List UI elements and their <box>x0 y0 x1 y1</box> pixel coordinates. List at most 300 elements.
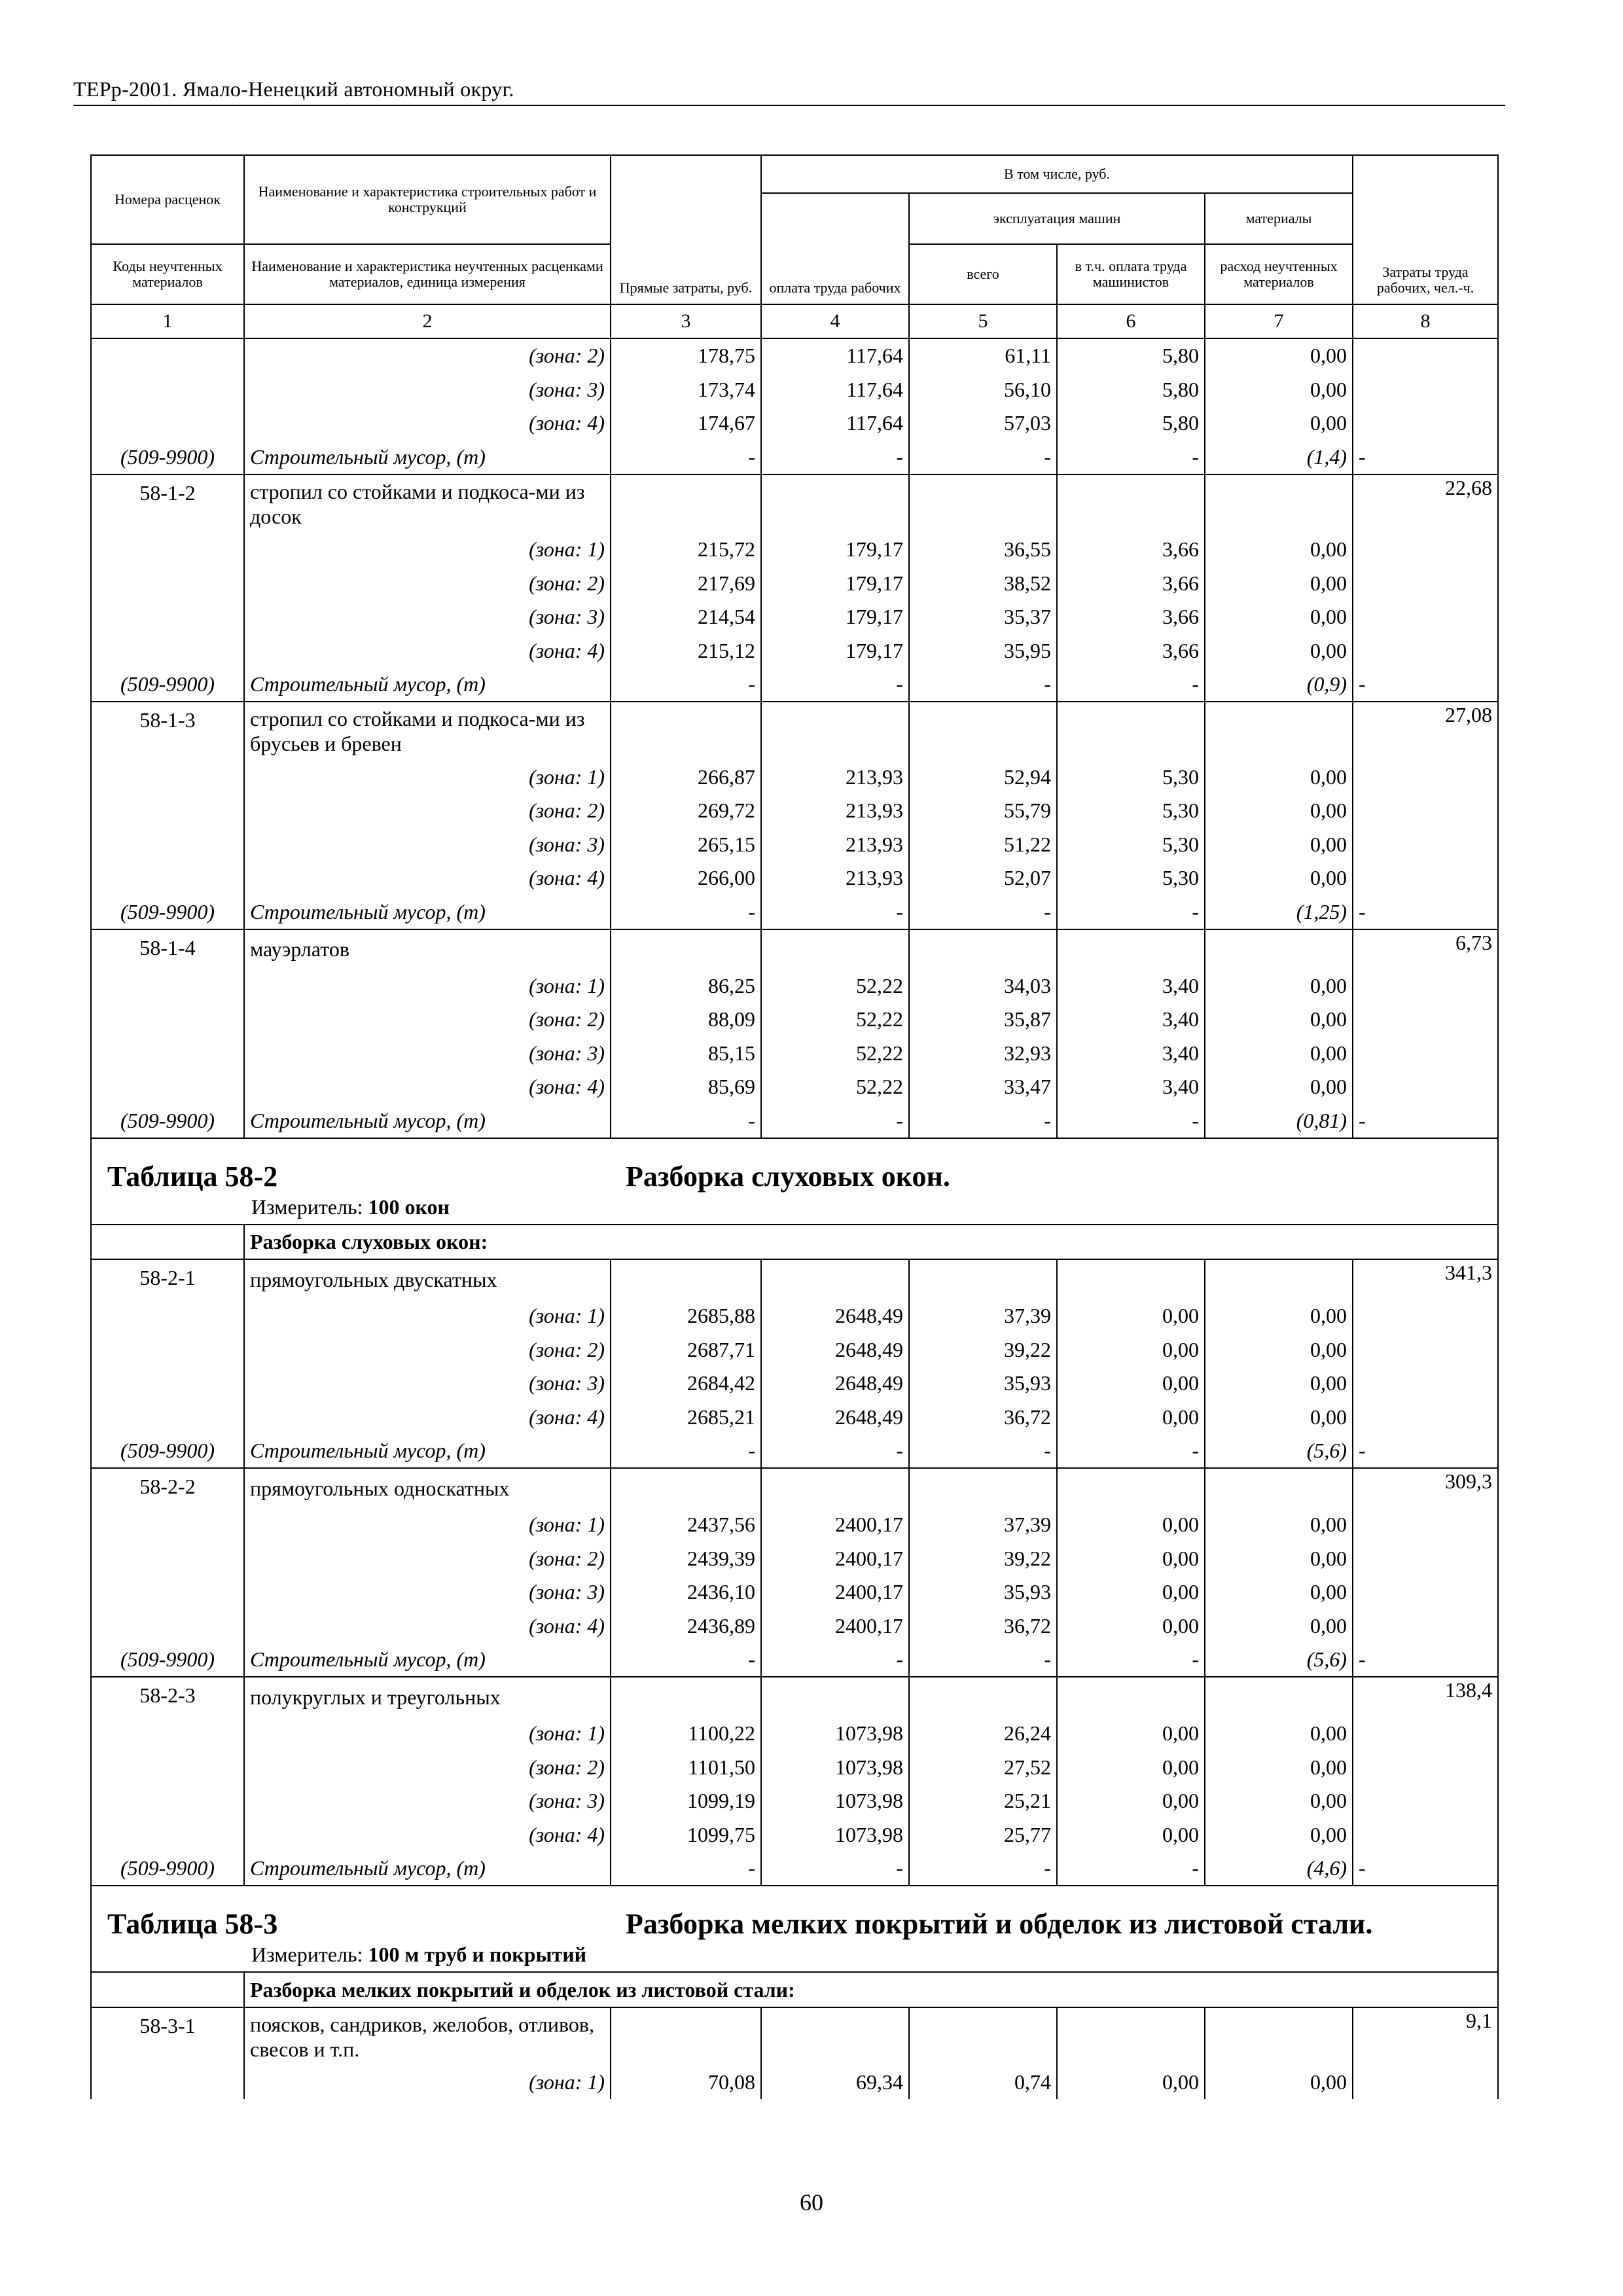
zone-label: (зона: 4) <box>244 1400 611 1434</box>
zone-row <box>91 1070 1498 1104</box>
direct-costs-value: 2685,88 <box>611 1299 761 1333</box>
dash-cell: - <box>1057 1103 1205 1138</box>
empty-cell <box>611 1468 761 1508</box>
labor-pay-value: 2400,17 <box>761 1609 909 1643</box>
direct-costs-value: 215,12 <box>611 634 761 668</box>
table-meter <box>92 1191 1497 1224</box>
materials-value: 0,00 <box>1205 372 1353 406</box>
debris-row <box>91 1434 1498 1469</box>
direct-costs-value: 86,25 <box>611 969 761 1003</box>
machines-total-value: 32,93 <box>909 1036 1057 1070</box>
labor-pay-value: 1073,98 <box>761 1717 909 1751</box>
zone-row <box>91 1818 1498 1852</box>
empty-cell <box>1353 1717 1498 1751</box>
materials-value: 0,00 <box>1205 1541 1353 1575</box>
empty-cell <box>91 372 244 406</box>
empty-cell <box>91 533 244 567</box>
dash-cell: - <box>611 1434 761 1469</box>
rate-code: 58-3-1 <box>91 2007 244 2066</box>
zone-row <box>91 338 1498 373</box>
empty-cell <box>1353 1333 1498 1367</box>
machinist-pay-value: 5,80 <box>1057 372 1205 406</box>
subheading-row <box>91 1225 1498 1260</box>
machinist-pay-value: 5,30 <box>1057 861 1205 895</box>
zone-row <box>91 1609 1498 1643</box>
empty-cell <box>1057 475 1205 533</box>
empty-cell <box>1353 1036 1498 1070</box>
empty-cell <box>91 861 244 895</box>
direct-costs-value: 85,15 <box>611 1036 761 1070</box>
meter-value: 100 м труб и покрытий <box>368 1943 587 1966</box>
machinist-pay-value: 5,30 <box>1057 760 1205 794</box>
materials-value: 0,00 <box>1205 1003 1353 1037</box>
material-amount: (0,81) <box>1205 1103 1353 1138</box>
labor-pay-value: 2648,49 <box>761 1333 909 1367</box>
zone-label: (зона: 3) <box>244 827 611 861</box>
zone-label: (зона: 4) <box>244 1818 611 1852</box>
material-amount: (1,25) <box>1205 895 1353 929</box>
rate-code: 58-2-3 <box>91 1677 244 1717</box>
dash-cell: - <box>1353 895 1498 929</box>
empty-cell <box>1353 566 1498 600</box>
machinist-pay-value: 5,80 <box>1057 338 1205 373</box>
machines-total-value: 35,93 <box>909 1367 1057 1401</box>
material-code: (509-9900) <box>91 1103 244 1138</box>
direct-costs-value: 265,15 <box>611 827 761 861</box>
zone-label: (зона: 1) <box>244 533 611 567</box>
labor-pay-value: 213,93 <box>761 794 909 828</box>
direct-costs-value: 1100,22 <box>611 1717 761 1751</box>
direct-costs-value: 269,72 <box>611 794 761 828</box>
zone-row <box>91 827 1498 861</box>
empty-cell <box>1205 1259 1353 1299</box>
machinist-pay-value: 0,00 <box>1057 1299 1205 1333</box>
machines-total-value: 52,94 <box>909 760 1057 794</box>
empty-cell <box>761 929 909 969</box>
table-subheading: Разборка мелких покрытий и обделок из листовой стали: <box>244 1972 1498 2007</box>
labor-hours-value: 22,68 <box>1353 475 1498 533</box>
labor-pay-value: 1073,98 <box>761 1818 909 1852</box>
machines-total-value: 51,22 <box>909 827 1057 861</box>
meter-label: Измеритель: <box>251 1194 363 1219</box>
direct-costs-value: 70,08 <box>611 2066 761 2100</box>
dash-cell: - <box>1057 895 1205 929</box>
work-name: мауэрлатов <box>244 929 611 969</box>
col-direct-costs: Прямые затраты, руб. <box>611 155 761 304</box>
rate-code: 58-1-2 <box>91 475 244 533</box>
materials-value: 0,00 <box>1205 566 1353 600</box>
direct-costs-value: 266,87 <box>611 760 761 794</box>
machines-total-value: 56,10 <box>909 372 1057 406</box>
labor-pay-value: 52,22 <box>761 969 909 1003</box>
direct-costs-value: 174,67 <box>611 406 761 440</box>
dash-cell: - <box>761 1643 909 1677</box>
machinist-pay-value: 0,00 <box>1057 1333 1205 1367</box>
debris-row <box>91 440 1498 475</box>
empty-cell <box>1353 1575 1498 1609</box>
material-code: (509-9900) <box>91 895 244 929</box>
labor-pay-value: 117,64 <box>761 372 909 406</box>
dash-cell: - <box>761 668 909 702</box>
material-name: Строительный мусор, (т) <box>244 895 611 929</box>
empty-cell <box>1353 338 1498 373</box>
empty-cell <box>1353 1818 1498 1852</box>
direct-costs-value: 1099,75 <box>611 1818 761 1852</box>
machines-total-value: 25,77 <box>909 1818 1057 1852</box>
zone-row <box>91 600 1498 634</box>
materials-value: 0,00 <box>1205 1400 1353 1434</box>
empty-cell <box>611 1677 761 1717</box>
col-labor-pay: оплата труда рабочих <box>761 193 909 304</box>
material-name: Строительный мусор, (т) <box>244 1434 611 1469</box>
empty-cell <box>1353 1367 1498 1401</box>
zone-row <box>91 634 1498 668</box>
col-machines: эксплуатация машин <box>909 193 1205 244</box>
empty-cell <box>91 1818 244 1852</box>
zone-label: (зона: 3) <box>244 1367 611 1401</box>
zone-label: (зона: 4) <box>244 1609 611 1643</box>
labor-pay-value: 1073,98 <box>761 1784 909 1818</box>
material-amount: (4,6) <box>1205 1852 1353 1886</box>
zone-label: (зона: 1) <box>244 1717 611 1751</box>
zone-row <box>91 1508 1498 1542</box>
debris-row <box>91 1103 1498 1138</box>
table-title: Разборка мелких покрытий и обделок из листовой стали. <box>626 1908 1373 1940</box>
dash-cell: - <box>761 1103 909 1138</box>
direct-costs-value: 2436,10 <box>611 1575 761 1609</box>
material-name: Строительный мусор, (т) <box>244 1103 611 1138</box>
empty-cell <box>1353 372 1498 406</box>
dash-cell: - <box>761 1434 909 1469</box>
empty-cell <box>1205 929 1353 969</box>
machines-total-value: 34,03 <box>909 969 1057 1003</box>
dash-cell: - <box>611 895 761 929</box>
zone-row <box>91 1541 1498 1575</box>
materials-value: 0,00 <box>1205 861 1353 895</box>
machinist-pay-value: 3,66 <box>1057 600 1205 634</box>
empty-cell <box>1205 475 1353 533</box>
direct-costs-value: 1101,50 <box>611 1750 761 1784</box>
direct-costs-value: 2437,56 <box>611 1508 761 1542</box>
empty-cell <box>91 1972 244 2007</box>
materials-value: 0,00 <box>1205 2066 1353 2100</box>
machinist-pay-value: 3,40 <box>1057 1036 1205 1070</box>
dash-cell: - <box>1353 1852 1498 1886</box>
labor-pay-value: 52,22 <box>761 1003 909 1037</box>
col-number: 5 <box>909 304 1057 338</box>
zone-label: (зона: 1) <box>244 760 611 794</box>
labor-hours-value: 309,3 <box>1353 1468 1498 1508</box>
machinist-pay-value: 0,00 <box>1057 1400 1205 1434</box>
debris-row <box>91 1852 1498 1886</box>
empty-cell <box>91 2066 244 2100</box>
work-name: прямоугольных двускатных <box>244 1259 611 1299</box>
item-row <box>91 1259 1498 1299</box>
zone-label: (зона: 4) <box>244 634 611 668</box>
direct-costs-value: 2685,21 <box>611 1400 761 1434</box>
col-machines-total: всего <box>909 244 1057 304</box>
dash-cell: - <box>909 1434 1057 1469</box>
dash-cell: - <box>761 1852 909 1886</box>
machines-total-value: 61,11 <box>909 338 1057 373</box>
labor-pay-value: 213,93 <box>761 760 909 794</box>
empty-cell <box>1353 2066 1498 2100</box>
empty-cell <box>91 794 244 828</box>
empty-cell <box>1353 1541 1498 1575</box>
labor-hours-value: 138,4 <box>1353 1677 1498 1717</box>
machines-total-value: 35,87 <box>909 1003 1057 1037</box>
empty-cell <box>1057 929 1205 969</box>
empty-cell <box>1353 794 1498 828</box>
zone-row <box>91 372 1498 406</box>
zone-label: (зона: 1) <box>244 2066 611 2100</box>
zone-label: (зона: 2) <box>244 566 611 600</box>
empty-cell <box>91 1003 244 1037</box>
material-name: Строительный мусор, (т) <box>244 1643 611 1677</box>
empty-cell <box>611 929 761 969</box>
empty-cell <box>91 1070 244 1104</box>
materials-value: 0,00 <box>1205 760 1353 794</box>
empty-cell <box>761 2007 909 2066</box>
machines-total-value: 39,22 <box>909 1333 1057 1367</box>
machines-total-value: 38,52 <box>909 566 1057 600</box>
direct-costs-value: 173,74 <box>611 372 761 406</box>
materials-value: 0,00 <box>1205 634 1353 668</box>
empty-cell <box>611 475 761 533</box>
machines-total-value: 33,47 <box>909 1070 1057 1104</box>
materials-value: 0,00 <box>1205 1070 1353 1104</box>
empty-cell <box>1057 2007 1205 2066</box>
col-number: 6 <box>1057 304 1205 338</box>
machinist-pay-value: 0,00 <box>1057 1541 1205 1575</box>
dash-cell: - <box>611 440 761 475</box>
empty-cell <box>91 1299 244 1333</box>
empty-cell <box>1353 827 1498 861</box>
labor-pay-value: 179,17 <box>761 634 909 668</box>
empty-cell <box>909 1677 1057 1717</box>
empty-cell <box>91 600 244 634</box>
dash-cell: - <box>1057 668 1205 702</box>
direct-costs-value: 2684,42 <box>611 1367 761 1401</box>
empty-cell <box>1205 702 1353 760</box>
empty-cell <box>1353 1003 1498 1037</box>
machines-total-value: 57,03 <box>909 406 1057 440</box>
item-row <box>91 929 1498 969</box>
machinist-pay-value: 0,00 <box>1057 1818 1205 1852</box>
empty-cell <box>1057 702 1205 760</box>
work-name: полукруглых и треугольных <box>244 1677 611 1717</box>
empty-cell <box>1057 1468 1205 1508</box>
col-number: 4 <box>761 304 909 338</box>
dash-cell: - <box>611 1852 761 1886</box>
item-row <box>91 475 1498 533</box>
dash-cell: - <box>909 668 1057 702</box>
material-name: Строительный мусор, (т) <box>244 668 611 702</box>
zone-row <box>91 861 1498 895</box>
table-subheading: Разборка слуховых окон: <box>244 1225 1498 1260</box>
empty-cell <box>909 475 1057 533</box>
empty-cell <box>1353 969 1498 1003</box>
empty-cell <box>91 1541 244 1575</box>
labor-pay-value: 117,64 <box>761 338 909 373</box>
material-code: (509-9900) <box>91 1434 244 1469</box>
zone-row <box>91 1575 1498 1609</box>
empty-cell <box>1353 1784 1498 1818</box>
empty-cell <box>91 969 244 1003</box>
dash-cell: - <box>1353 1643 1498 1677</box>
dash-cell: - <box>909 1852 1057 1886</box>
col-materials: материалы <box>1205 193 1353 244</box>
col-work-name: Наименование и характеристика строительных работ и конструкций <box>244 155 611 244</box>
rate-code: 58-1-4 <box>91 929 244 969</box>
zone-label: (зона: 3) <box>244 600 611 634</box>
direct-costs-value: 266,00 <box>611 861 761 895</box>
material-code: (509-9900) <box>91 1852 244 1886</box>
empty-cell <box>91 827 244 861</box>
dash-cell: - <box>761 440 909 475</box>
col-rate-numbers: Номера расценок <box>91 155 244 244</box>
zone-label: (зона: 2) <box>244 1333 611 1367</box>
zone-label: (зона: 4) <box>244 861 611 895</box>
col-number: 7 <box>1205 304 1353 338</box>
machinist-pay-value: 3,66 <box>1057 634 1205 668</box>
materials-value: 0,00 <box>1205 1508 1353 1542</box>
zone-label: (зона: 2) <box>244 1750 611 1784</box>
dash-cell: - <box>1057 1643 1205 1677</box>
machinist-pay-value: 5,30 <box>1057 794 1205 828</box>
meter-value: 100 окон <box>368 1194 450 1219</box>
machinist-pay-value: 3,40 <box>1057 969 1205 1003</box>
table-body <box>91 338 1498 2100</box>
machinist-pay-value: 0,00 <box>1057 1750 1205 1784</box>
machinist-pay-value: 0,00 <box>1057 1367 1205 1401</box>
col-machinist-pay: в т.ч. оплата труда машинистов <box>1057 244 1205 304</box>
empty-cell <box>1057 1259 1205 1299</box>
empty-cell <box>1353 861 1498 895</box>
empty-cell <box>1353 760 1498 794</box>
zone-row <box>91 406 1498 440</box>
dash-cell: - <box>1057 440 1205 475</box>
direct-costs-value: 2436,89 <box>611 1609 761 1643</box>
zone-label: (зона: 3) <box>244 1036 611 1070</box>
machines-total-value: 27,52 <box>909 1750 1057 1784</box>
machinist-pay-value: 3,40 <box>1057 1070 1205 1104</box>
labor-hours-value: 27,08 <box>1353 702 1498 760</box>
empty-cell <box>91 1333 244 1367</box>
zone-label: (зона: 3) <box>244 372 611 406</box>
empty-cell <box>1353 406 1498 440</box>
machines-total-value: 52,07 <box>909 861 1057 895</box>
zone-row <box>91 1784 1498 1818</box>
zone-label: (зона: 2) <box>244 1541 611 1575</box>
labor-pay-value: 52,22 <box>761 1036 909 1070</box>
machinist-pay-value: 0,00 <box>1057 1717 1205 1751</box>
machinist-pay-value: 0,00 <box>1057 2066 1205 2100</box>
material-code: (509-9900) <box>91 1643 244 1677</box>
dash-cell: - <box>909 440 1057 475</box>
empty-cell <box>761 475 909 533</box>
zone-row <box>91 969 1498 1003</box>
machinist-pay-value: 0,00 <box>1057 1575 1205 1609</box>
materials-value: 0,00 <box>1205 533 1353 567</box>
rate-code: 58-2-2 <box>91 1468 244 1508</box>
materials-value: 0,00 <box>1205 406 1353 440</box>
work-name: стропил со стойками и подкоса-ми из брусьев и бревен <box>244 702 611 760</box>
labor-hours-value: 6,73 <box>1353 929 1498 969</box>
empty-cell <box>1205 2007 1353 2066</box>
empty-cell <box>91 1036 244 1070</box>
debris-row <box>91 668 1498 702</box>
zone-row <box>91 760 1498 794</box>
zone-row <box>91 1367 1498 1401</box>
work-name: поясков, сандриков, желобов, отливов, свесов и т.п. <box>244 2007 611 2066</box>
machines-total-value: 35,37 <box>909 600 1057 634</box>
materials-value: 0,00 <box>1205 1784 1353 1818</box>
machines-total-value: 35,93 <box>909 1575 1057 1609</box>
zone-row <box>91 1750 1498 1784</box>
work-name: прямоугольных односкатных <box>244 1468 611 1508</box>
dash-cell: - <box>1353 1434 1498 1469</box>
machines-total-value: 37,39 <box>909 1508 1057 1542</box>
empty-cell <box>91 1508 244 1542</box>
meter-label: Измеритель: <box>251 1943 363 1966</box>
machinist-pay-value: 3,66 <box>1057 533 1205 567</box>
rate-code: 58-2-1 <box>91 1259 244 1299</box>
col-including: В том числе, руб. <box>761 155 1353 193</box>
direct-costs-value: 215,72 <box>611 533 761 567</box>
material-code: (509-9900) <box>91 668 244 702</box>
machinist-pay-value: 5,30 <box>1057 827 1205 861</box>
empty-cell <box>1353 600 1498 634</box>
direct-costs-value: 178,75 <box>611 338 761 373</box>
labor-pay-value: 2400,17 <box>761 1508 909 1542</box>
labor-pay-value: 52,22 <box>761 1070 909 1104</box>
machines-total-value: 35,95 <box>909 634 1057 668</box>
materials-value: 0,00 <box>1205 1367 1353 1401</box>
machinist-pay-value: 0,00 <box>1057 1508 1205 1542</box>
labor-pay-value: 213,93 <box>761 861 909 895</box>
direct-costs-value: 1099,19 <box>611 1784 761 1818</box>
rates-table <box>90 154 1499 2099</box>
materials-value: 0,00 <box>1205 1575 1353 1609</box>
empty-cell <box>909 1468 1057 1508</box>
empty-cell <box>1205 1468 1353 1508</box>
materials-value: 0,00 <box>1205 1609 1353 1643</box>
col-labor-hours: Затраты труда рабочих, чел.-ч. <box>1353 155 1498 304</box>
item-row <box>91 2007 1498 2066</box>
empty-cell <box>91 1367 244 1401</box>
table-title-block <box>91 1886 1498 1972</box>
zone-label: (зона: 4) <box>244 406 611 440</box>
machines-total-value: 37,39 <box>909 1299 1057 1333</box>
zone-label: (зона: 2) <box>244 794 611 828</box>
rate-code: 58-1-3 <box>91 702 244 760</box>
empty-cell <box>909 702 1057 760</box>
labor-pay-value: 2648,49 <box>761 1367 909 1401</box>
material-name: Строительный мусор, (т) <box>244 440 611 475</box>
materials-value: 0,00 <box>1205 969 1353 1003</box>
table-header <box>91 155 1498 338</box>
column-numbers-row <box>91 304 1498 338</box>
empty-cell <box>91 634 244 668</box>
direct-costs-value: 85,69 <box>611 1070 761 1104</box>
empty-cell <box>1353 634 1498 668</box>
empty-cell <box>761 1468 909 1508</box>
machines-total-value: 55,79 <box>909 794 1057 828</box>
zone-label: (зона: 2) <box>244 1003 611 1037</box>
col-unaccounted-materials: расход неучтенных материалов <box>1205 244 1353 304</box>
dash-cell: - <box>611 668 761 702</box>
